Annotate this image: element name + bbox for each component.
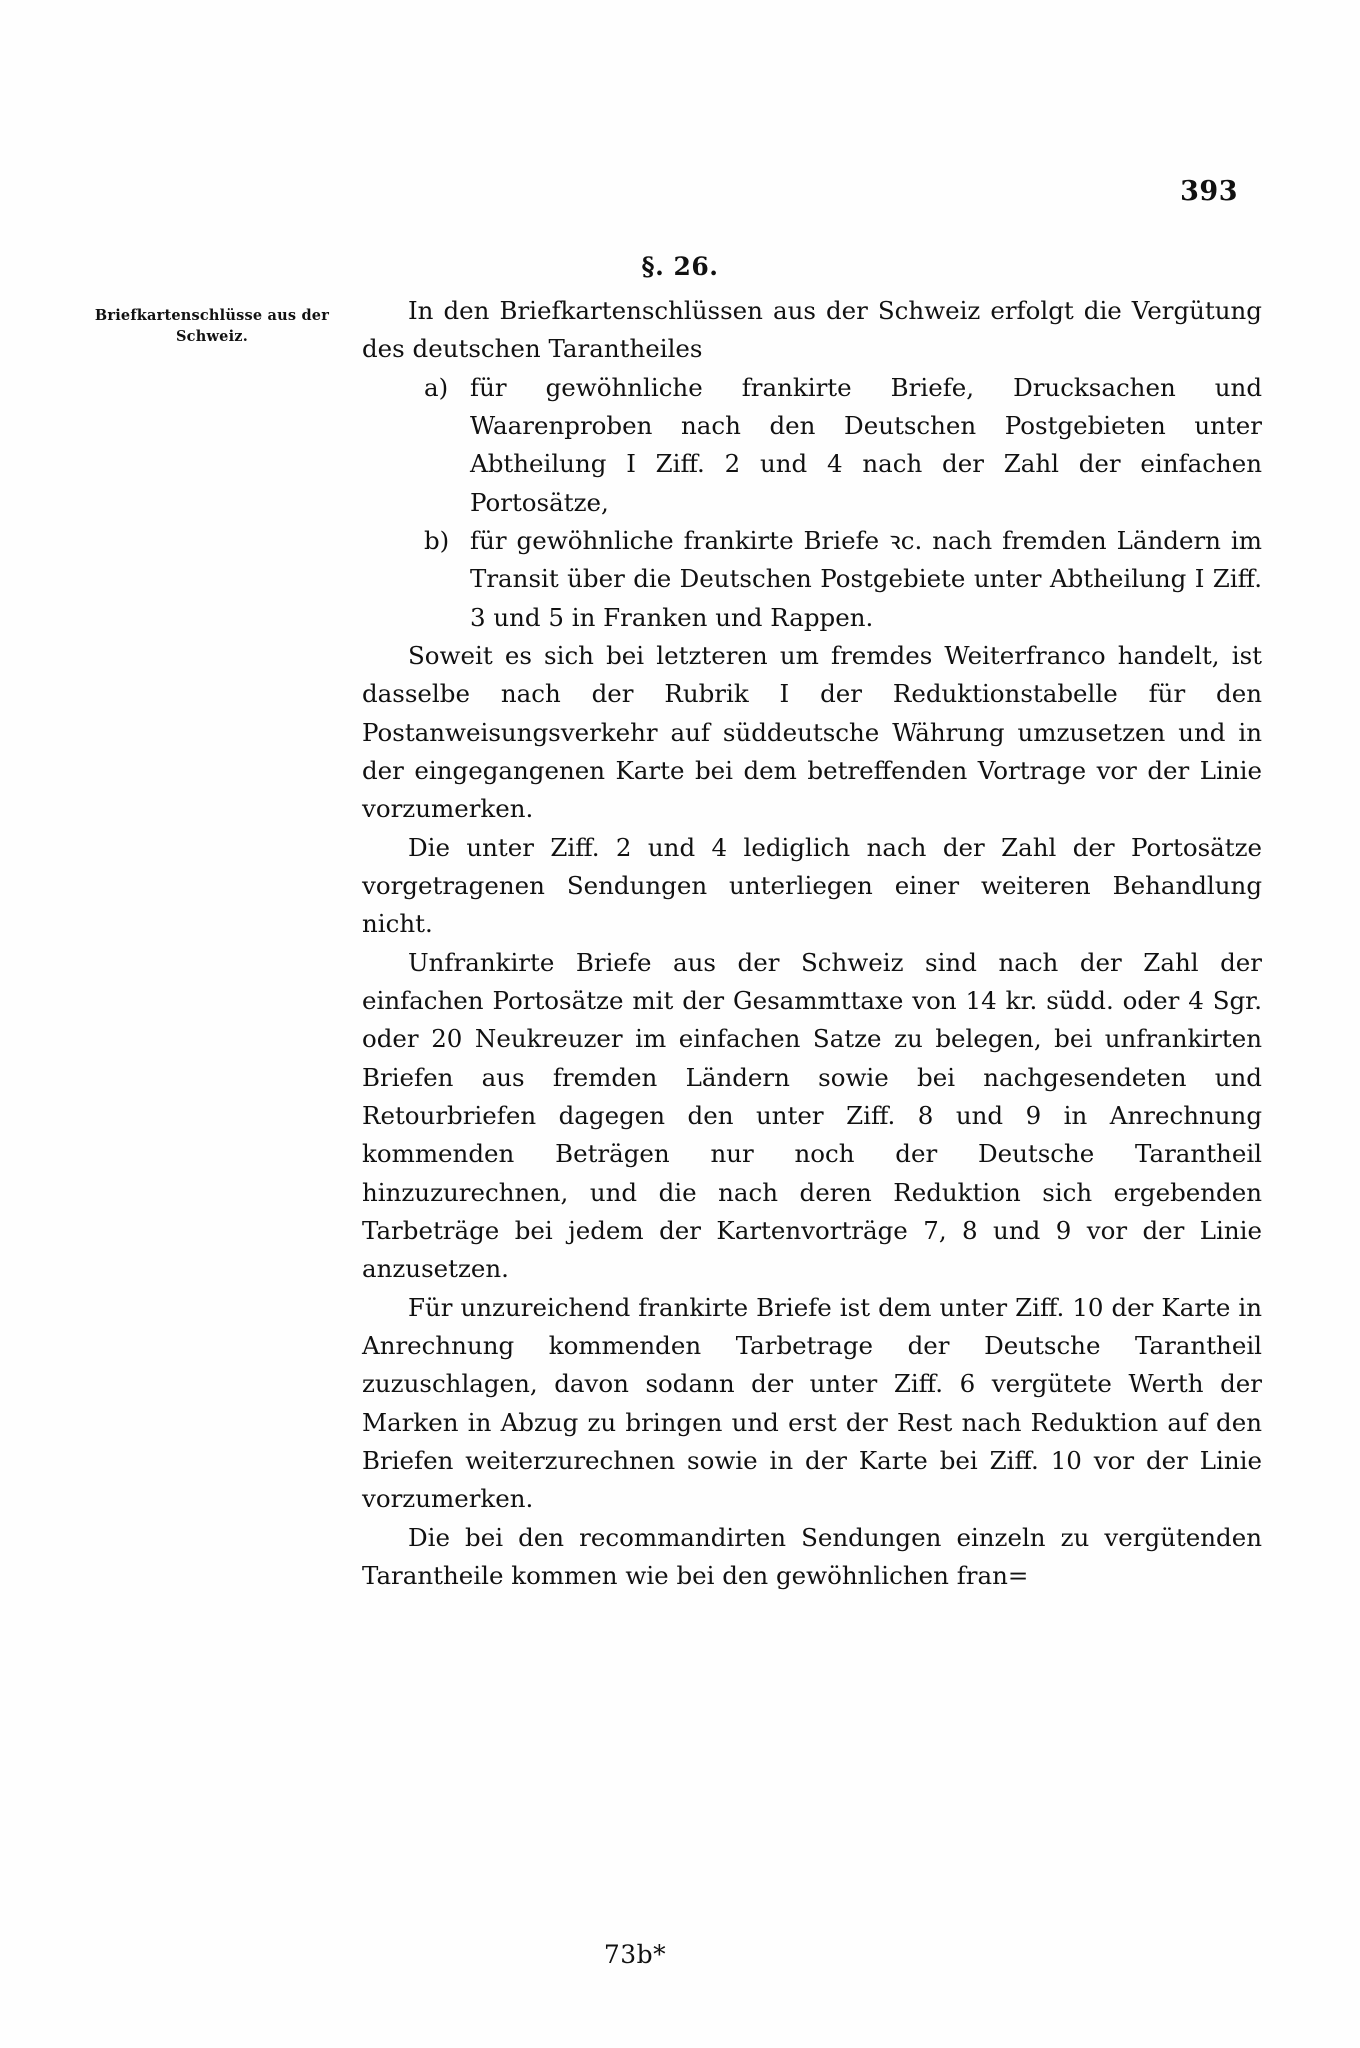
body-paragraph: Die unter Ziff. 2 und 4 lediglich nach der Zahl der Portosätze vorgetragenen Sendungen unterliegen einer weiteren Behandlung nicht. bbox=[362, 832, 1262, 939]
section-heading: §. 26. bbox=[641, 252, 719, 281]
list-item bbox=[424, 369, 1262, 522]
page-number: 393 bbox=[1180, 176, 1238, 207]
signature-catchword: 73b* bbox=[603, 1940, 667, 1969]
list-item-text: für gewöhnliche frankirte Briefe ꝛc. nach fremden Ländern im Transit über die Deutschen Postgebiete unter Abtheilung I Ziff. 3 und 5 in Franken und Rappen. bbox=[470, 525, 1262, 632]
list-marker: a) bbox=[424, 372, 449, 402]
list-item bbox=[424, 522, 1262, 637]
body-paragraph: Die bei den recommandirten Sendungen einzeln zu vergütenden Tarantheile kommen wie bei den gewöhnlichen fran= bbox=[362, 1522, 1262, 1590]
marginal-note: Briefkartenschlüsse aus der Schweiz. bbox=[94, 307, 330, 346]
body-paragraph: Unfrankirte Briefe aus der Schweiz sind nach der Zahl der einfachen Portosätze mit der Gesammttaxe von 14 kr. südd. oder 4 Sgr. oder 20 Neukreuzer im einfachen Satze zu belegen, bei unfrankirten Briefen aus fremden Ländern sowie bei nachgesendeten und Retourbriefen dagegen den unter Ziff. 8 und 9 in Anrechnung kommenden Beträgen nur noch der Deutsche Tarantheil hinzuzurechnen, und die nach deren Reduktion sich ergebenden Tarbeträge bei jedem der Kartenvorträge 7, 8 und 9 vor der Linie anzusetzen. bbox=[362, 947, 1262, 1284]
list-item-text: für gewöhnliche frankirte Briefe, Drucksachen und Waarenproben nach den Deutschen Postgebieten unter Abtheilung I Ziff. 2 und 4 nach der Zahl der einfachen Portosätze, bbox=[470, 372, 1262, 517]
list-marker: b) bbox=[424, 525, 450, 555]
body-column bbox=[362, 292, 1262, 1595]
body-paragraph: Soweit es sich bei letzteren um fremdes Weiterfranco handelt, ist dasselbe nach der Rubrik I der Reduktionstabelle für den Postanweisungsverkehr auf süddeutsche Währung umzusetzen und in der eingegangenen Karte bei dem betreffenden Vortrage vor der Linie vorzumerken. bbox=[362, 640, 1262, 824]
intro-paragraph: In den Briefkartenschlüssen aus der Schweiz erfolgt die Vergütung des deutschen Tarantheiles bbox=[362, 296, 1262, 364]
body-paragraph: Für unzureichend frankirte Briefe ist dem unter Ziff. 10 der Karte in Anrechnung kommenden Tarbetrage der Deutsche Tarantheil zuzuschlagen, davon sodann der unter Ziff. 6 vergütete Werth der Marken in Abzug zu bringen und erst der Rest nach Reduktion auf den Briefen weiterzurechnen sowie in der Karte bei Ziff. 10 vor der Linie vorzumerken. bbox=[362, 1292, 1262, 1514]
